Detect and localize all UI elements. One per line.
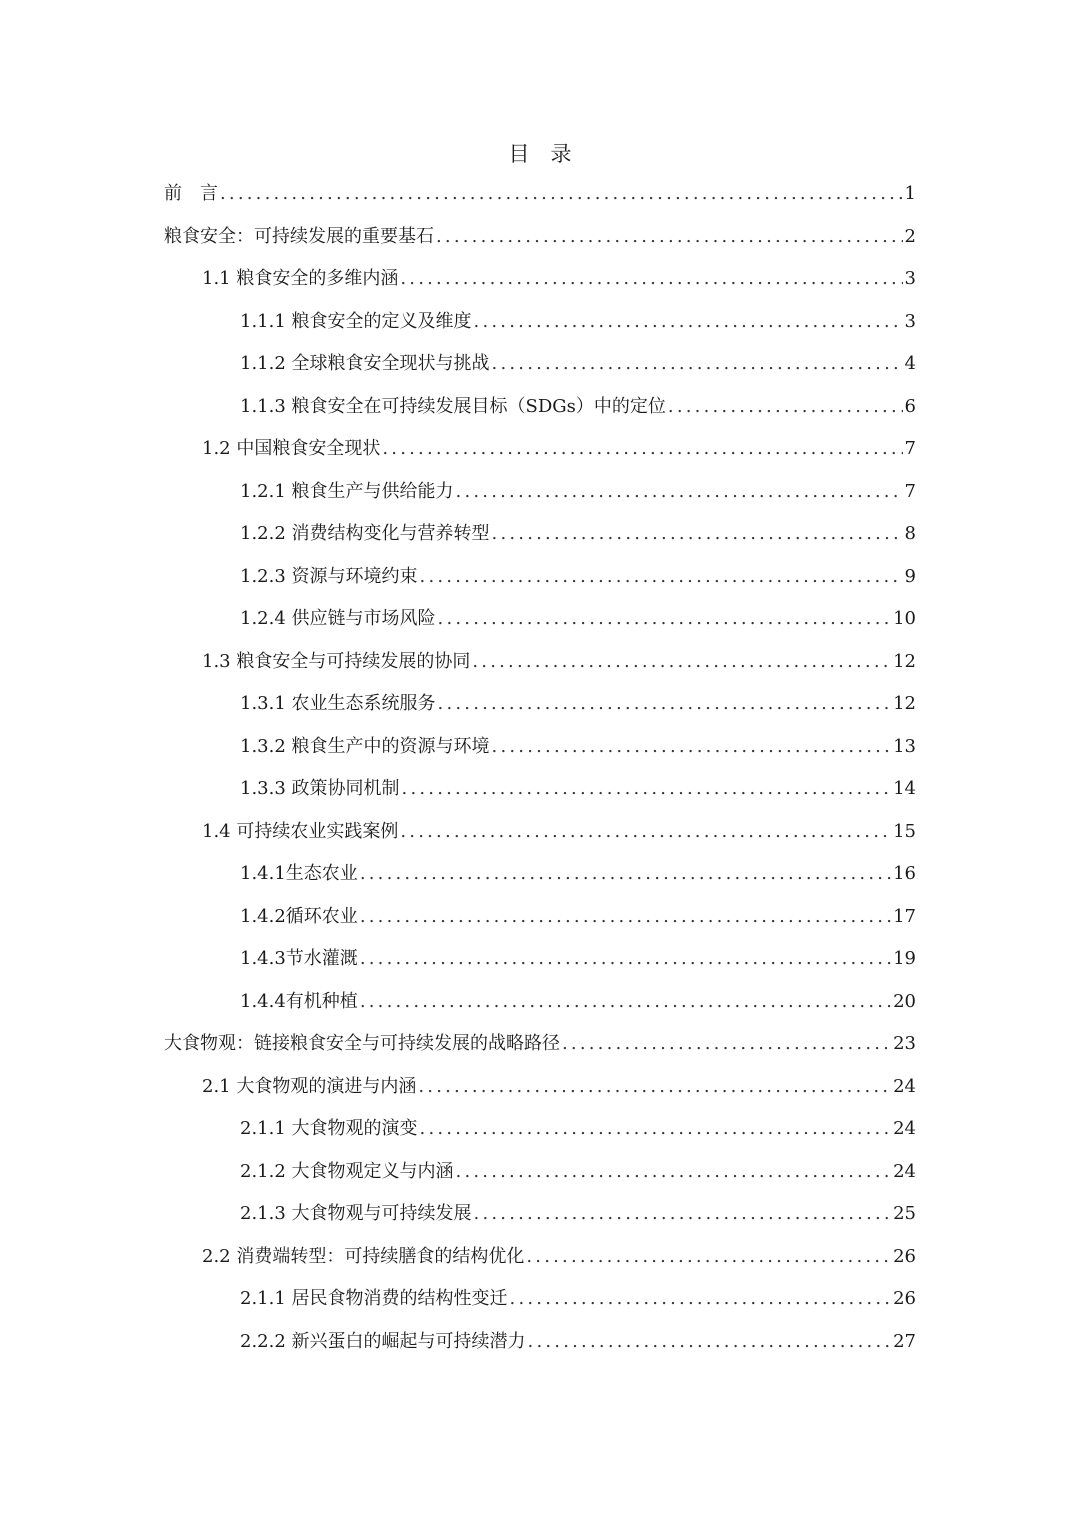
toc-entry-label: 前 言 xyxy=(164,183,218,204)
dot-leader xyxy=(436,219,903,255)
toc-entry-label: 2.1.2 大食物观定义与内涵 xyxy=(240,1160,454,1182)
dot-leader xyxy=(492,346,903,382)
toc-entry-label: 1.4 可持续农业实践案例 xyxy=(202,820,399,842)
dot-leader xyxy=(438,686,892,722)
toc-entry-label: 1.3 粮食安全与可持续发展的协同 xyxy=(202,650,471,672)
toc-entry-page-number: 10 xyxy=(893,608,916,629)
dot-leader xyxy=(360,941,891,977)
dot-leader xyxy=(668,389,903,425)
dot-leader xyxy=(382,431,902,467)
toc-entry[interactable] xyxy=(164,814,916,857)
dot-leader xyxy=(472,644,891,680)
toc-entry-label: 1.1.1 粮食安全的定义及维度 xyxy=(240,310,472,332)
dot-leader xyxy=(528,1324,892,1360)
toc-entry-label: 大食物观：链接粮食安全与可持续发展的战略路径 xyxy=(164,1033,560,1054)
toc-entry-page-number: 26 xyxy=(893,1245,916,1267)
toc-entry[interactable] xyxy=(164,1324,916,1367)
toc-entry[interactable] xyxy=(164,261,916,304)
toc-entry-label: 1.3.3 政策协同机制 xyxy=(240,778,400,799)
toc-entry[interactable] xyxy=(164,176,916,219)
toc-entry-page-number: 17 xyxy=(893,905,916,927)
dot-leader xyxy=(474,1196,892,1232)
dot-leader xyxy=(402,771,892,807)
toc-entry-page-number: 19 xyxy=(893,948,916,969)
dot-leader xyxy=(456,1154,892,1190)
toc-entry[interactable] xyxy=(164,219,916,262)
toc-entry[interactable] xyxy=(164,771,916,814)
toc-entry-label: 2.1.1 大食物观的演变 xyxy=(240,1118,418,1139)
toc-entry-page-number: 2 xyxy=(904,225,916,247)
toc-entry-page-number: 23 xyxy=(893,1033,916,1054)
dot-leader xyxy=(510,1281,892,1317)
toc-entry[interactable] xyxy=(164,899,916,942)
dot-leader xyxy=(456,474,903,510)
toc-entry[interactable] xyxy=(164,474,916,517)
dot-leader xyxy=(220,176,903,212)
dot-leader xyxy=(474,304,903,340)
toc-entry[interactable] xyxy=(164,644,916,687)
toc-entry-page-number: 26 xyxy=(893,1288,916,1309)
dot-leader xyxy=(360,856,891,892)
toc-entry-label: 2.1.3 大食物观与可持续发展 xyxy=(240,1203,472,1224)
toc-entry[interactable] xyxy=(164,729,916,772)
toc-entry-page-number: 12 xyxy=(893,650,916,672)
page-title: 目 录 xyxy=(508,142,572,166)
toc-entry-label: 2.1.1 居民食物消费的结构性变迁 xyxy=(240,1288,508,1309)
toc-entry-page-number: 8 xyxy=(904,523,916,544)
toc-entry-page-number: 24 xyxy=(893,1075,916,1097)
toc-entry-page-number: 3 xyxy=(904,268,916,289)
toc-entry-label: 1.4.3节水灌溉 xyxy=(240,948,358,969)
toc-entry-page-number: 12 xyxy=(893,693,916,714)
toc-entry[interactable] xyxy=(164,941,916,984)
toc-entry-label: 2.2 消费端转型：可持续膳食的结构优化 xyxy=(202,1245,525,1267)
toc-entry[interactable] xyxy=(164,686,916,729)
toc-entry-page-number: 25 xyxy=(893,1203,916,1224)
toc-entry-label: 1.2.4 供应链与市场风险 xyxy=(240,608,436,629)
dot-leader xyxy=(360,899,891,935)
toc-entry[interactable] xyxy=(164,984,916,1027)
toc-entry-page-number: 1 xyxy=(904,183,916,204)
toc-entry-page-number: 3 xyxy=(904,310,916,332)
toc-entry-page-number: 9 xyxy=(904,565,916,587)
toc-entry-page-number: 14 xyxy=(893,778,916,799)
toc-entry-page-number: 15 xyxy=(893,820,916,842)
toc-entry[interactable] xyxy=(164,1281,916,1324)
dot-leader xyxy=(492,729,892,765)
toc-entry[interactable] xyxy=(164,389,916,432)
toc-entry-page-number: 20 xyxy=(893,990,916,1012)
toc-entry[interactable] xyxy=(164,516,916,559)
toc-entry-label: 1.4.4有机种植 xyxy=(240,990,358,1012)
toc-entry-page-number: 7 xyxy=(904,438,916,459)
dot-leader xyxy=(420,1111,892,1147)
toc-entry[interactable] xyxy=(164,1111,916,1154)
toc-entry[interactable] xyxy=(164,304,916,347)
dot-leader xyxy=(492,516,903,552)
dot-leader xyxy=(438,601,892,637)
toc-entry-label: 1.2.1 粮食生产与供给能力 xyxy=(240,480,454,502)
toc-entry[interactable] xyxy=(164,1196,916,1239)
toc-entry-label: 1.2 中国粮食安全现状 xyxy=(202,438,381,459)
toc-entry-label: 1.2.2 消费结构变化与营养转型 xyxy=(240,523,490,544)
toc-entry-label: 1.2.3 资源与环境约束 xyxy=(240,565,418,587)
toc-entry[interactable] xyxy=(164,1069,916,1112)
dot-leader xyxy=(420,559,903,595)
toc-entry-page-number: 16 xyxy=(893,863,916,884)
toc-entry[interactable] xyxy=(164,559,916,602)
toc-entry-label: 2.1 大食物观的演进与内涵 xyxy=(202,1075,417,1097)
toc-entry-page-number: 4 xyxy=(904,353,916,374)
toc-entry-label: 1.1.3 粮食安全在可持续发展目标（SDGs）中的定位 xyxy=(240,395,666,417)
toc-entry-label: 1.1 粮食安全的多维内涵 xyxy=(202,268,399,289)
toc-entry[interactable] xyxy=(164,431,916,474)
toc-entry[interactable] xyxy=(164,856,916,899)
dot-leader xyxy=(418,1069,891,1105)
toc-entry-label: 2.2.2 新兴蛋白的崛起与可持续潜力 xyxy=(240,1330,526,1352)
toc-entry-label: 1.3.1 农业生态系统服务 xyxy=(240,693,436,714)
dot-leader xyxy=(360,984,891,1020)
toc-entry-page-number: 24 xyxy=(893,1160,916,1182)
toc-entry-page-number: 6 xyxy=(904,395,916,417)
dot-leader xyxy=(562,1026,891,1062)
dot-leader xyxy=(400,261,902,297)
toc-entry-label: 1.3.2 粮食生产中的资源与环境 xyxy=(240,735,490,757)
toc-entry-label: 1.1.2 全球粮食安全现状与挑战 xyxy=(240,353,490,374)
toc-entry-label: 粮食安全：可持续发展的重要基石 xyxy=(164,225,434,247)
toc-entry-label: 1.4.1生态农业 xyxy=(240,863,358,884)
dot-leader xyxy=(400,814,891,850)
toc-entry-page-number: 27 xyxy=(893,1330,916,1352)
toc-entry-page-number: 13 xyxy=(893,735,916,757)
toc-entry-page-number: 24 xyxy=(893,1118,916,1139)
toc-entry[interactable] xyxy=(164,601,916,644)
toc-entry-page-number: 7 xyxy=(904,480,916,502)
toc-entry[interactable] xyxy=(164,1026,916,1069)
toc-entry[interactable] xyxy=(164,1239,916,1282)
toc-entry-label: 1.4.2循环农业 xyxy=(240,905,358,927)
dot-leader xyxy=(526,1239,891,1275)
toc-entry[interactable] xyxy=(164,1154,916,1197)
table-of-contents xyxy=(164,176,916,1366)
toc-entry[interactable] xyxy=(164,346,916,389)
